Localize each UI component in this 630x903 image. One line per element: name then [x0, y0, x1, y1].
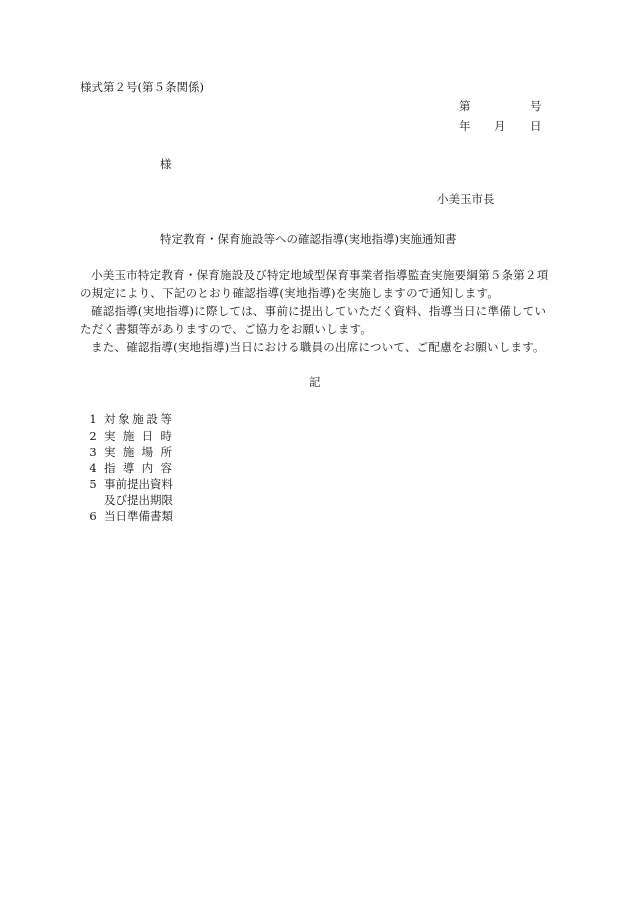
- list-item-label-char: 設: [146, 412, 158, 426]
- list-item-label: 事前提出資料: [104, 477, 173, 491]
- list-item-label: [104, 414, 172, 426]
- list-item-label-char: 等: [160, 412, 172, 426]
- list-item-label-char: 内: [141, 461, 154, 475]
- body-paragraph-2-text: 確認指導(実地指導)に際しては、事前に提出していただく資料、指導当日に準備していただく書類等がありますので、ご協力をお願いします。: [80, 304, 547, 336]
- list-item-label-char: 施: [122, 429, 135, 443]
- document-title: 特定教育・保育施設等への確認指導(実地指導)実施通知書: [160, 232, 457, 246]
- ki-heading: 記: [309, 375, 321, 389]
- form-number: 様式第２号(第５条関係): [80, 80, 204, 94]
- document-number-suffix: 号: [530, 99, 542, 113]
- list-item-label-char: 日: [141, 429, 154, 443]
- list-item-label-char: 実: [104, 445, 116, 459]
- list-item-label-line2: 及び提出期限: [104, 493, 173, 507]
- body-paragraph-3: [80, 338, 550, 356]
- list-item-label-char: 象: [118, 412, 130, 426]
- list-item-label-char: 導: [122, 461, 135, 475]
- list-item-label-char: 容: [160, 461, 172, 475]
- list-item-label-char: 場: [141, 445, 154, 459]
- list-item-label-char: 指: [104, 461, 116, 475]
- date-day-label: 日: [530, 119, 542, 133]
- list-item-number: 1: [89, 412, 97, 426]
- list-item-label-char: 時: [160, 429, 172, 443]
- body-paragraph-2: [80, 302, 550, 338]
- list-item-number: 5: [89, 477, 97, 491]
- list-item-label-char: 施: [122, 445, 135, 459]
- list-item-label: [104, 447, 172, 459]
- list-item-number: 4: [89, 461, 97, 475]
- list-item-label: [104, 463, 172, 475]
- list-item-label: [104, 431, 172, 443]
- date-year-label: 年: [459, 119, 471, 133]
- list-item-label-char: 施: [132, 412, 144, 426]
- list-item-number: 6: [89, 509, 97, 523]
- date-month-label: 月: [494, 119, 506, 133]
- list-item-label-char: 実: [104, 429, 116, 443]
- list-item-number: 3: [89, 445, 97, 459]
- list-item-number: 2: [89, 429, 97, 443]
- document-number-prefix: 第: [459, 99, 471, 113]
- body-paragraph-1: [80, 266, 550, 302]
- addressee-honorific: 様: [160, 157, 172, 171]
- list-item-label-char: 所: [160, 445, 172, 459]
- sender-name: 小美玉市長: [437, 192, 495, 206]
- body-paragraph-3-text: また、確認指導(実地指導)当日における職員の出席について、ご配慮をお願いします。: [91, 340, 545, 354]
- list-item-label-char: 対: [104, 412, 116, 426]
- list-item-label: 当日準備書類: [104, 509, 173, 523]
- body-paragraph-1-text: 小美玉市特定教育・保育施設及び特定地域型保育事業者指導監査実施要綱第５条第２項の規定により、下記のとおり確認指導(実地指導)を実施しますので通知します。: [80, 268, 549, 300]
